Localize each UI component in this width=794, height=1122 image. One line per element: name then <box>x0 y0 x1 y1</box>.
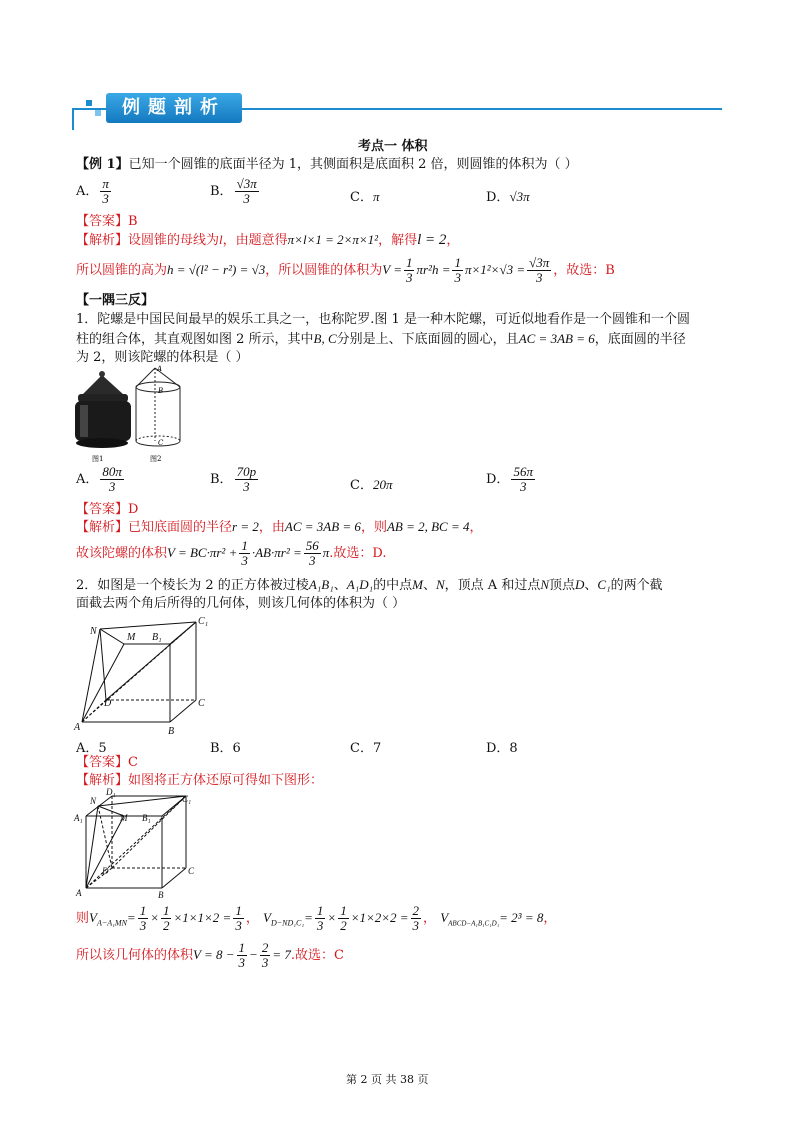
q1-line3: 为 2，则该陀螺的体积是（ ） <box>76 350 249 365</box>
q2-line2: 面截去两个角后所得的几何体，则该几何体的体积为（ ） <box>76 596 406 611</box>
q2-label-m: M <box>127 632 136 643</box>
q1-option-d: D． $\frac{56\pi}{3}$ <box>486 464 533 494</box>
q1-line1: 1．陀螺是中国民间最早的娱乐工具之一，也称陀罗.图 1 是一种木陀螺，可近似地看作是一个圆锥和一个圆 <box>76 312 690 327</box>
fig2-label-c: C <box>158 439 164 447</box>
restored-cube-hidden-edges <box>86 796 186 888</box>
example1-option-a: A． $\frac{\pi}{3}$ <box>76 176 109 206</box>
decor-square <box>95 110 101 116</box>
section-banner-title: 例题剖析 <box>122 97 226 118</box>
example1-analysis-line1: 【解析】设圆锥的母线为l，由题意得π×l×1 = 2×π×1²，解得l = 2， <box>76 232 460 248</box>
q1-line2: 柱的组合体，其直观图如图 2 所示，其中B, C分别是上、下底面圆的圆心，且AC = 3AB = 6，底面圆的半径 <box>76 331 686 347</box>
q2-label-a: A <box>74 722 81 733</box>
q2-label-c1: C₁ <box>198 616 209 627</box>
q2-label-b1: B₁ <box>152 632 162 643</box>
practice-heading: 【一隅三反】 <box>76 293 155 308</box>
example1-option-d: D．√3π <box>486 189 530 205</box>
q2-analysis-line1: 【解析】如图将正方体还原可得如下图形： <box>76 773 324 788</box>
q1-option-c: C．20π <box>350 477 393 493</box>
q2-option-a: A．5 <box>76 741 107 756</box>
section-title: 考点一 体积 <box>358 139 428 154</box>
q2-final-line: 所以该几何体的体积V = 8 − $\frac{1}{3}$ − $\frac{2}{3}$ = 7.故选：C <box>76 940 344 970</box>
q2-option-c: C．7 <box>350 741 382 756</box>
fig2-label-b: B <box>158 387 164 395</box>
spinning-top-photo <box>75 371 131 448</box>
cube-label-c: C <box>188 866 195 876</box>
cube-label-a1: A₁ <box>74 813 83 823</box>
q1-analysis-line2: 故该陀螺的体积V = BC·πr² + $\frac{1}{3}$ ·AB·πr² = $\frac{56}{3}$ π.故选：D. <box>76 538 387 568</box>
q2-option-b: B．6 <box>210 741 241 756</box>
cube-label-b1: B₁ <box>142 813 151 823</box>
q1-option-a: A． $\frac{80\pi}{3}$ <box>76 464 122 494</box>
cube-label-b: B <box>158 890 164 900</box>
fig1-caption: 图1 <box>92 455 104 463</box>
cube-label-m: M <box>120 813 128 823</box>
cube-label-a: A <box>76 888 82 898</box>
q2-figure <box>72 614 222 739</box>
q2-label-d: D <box>104 698 112 709</box>
spinning-top-diagram <box>136 368 180 446</box>
example1-question: 【例 1】已知一个圆锥的底面半径为 1，其侧面积是底面积 2 倍，则圆锥的体积为（ ） <box>76 157 578 172</box>
q1-answer: 【答案】D <box>76 502 139 517</box>
example1-answer: 【答案】B <box>76 214 138 229</box>
q2-line1: 2．如图是一个棱长为 2 的正方体被过棱A₁B₁、A₁D₁的中点M、N，顶点 A 和过点N顶点D、C₁的两个截 <box>76 577 663 593</box>
cube-label-d: D <box>102 866 109 876</box>
q2-answer: 【答案】C <box>76 755 138 770</box>
fig2-label-a: A <box>157 365 163 373</box>
fig2-caption: 图2 <box>150 455 162 463</box>
q2-option-d: D．8 <box>486 741 518 756</box>
q2-label-b: B <box>168 726 175 737</box>
q2-label-c: C <box>198 698 205 709</box>
q1-analysis-line1: 【解析】已知底面圆的半径r = 2，由AC = 3AB = 6，则AB = 2, BC = 4， <box>76 519 483 535</box>
example-tag: 【例 1】 <box>76 157 129 172</box>
cube-label-n: N <box>90 796 97 806</box>
page-number: 第 2 页 共 38 页 <box>346 1073 429 1086</box>
q2-label-n: N <box>90 626 97 637</box>
cube-label-d1: D₁ <box>106 788 116 797</box>
q2-calc-line: 则$V_{A-A_1MN}=$ $\frac{1}{3}$ × $\frac{1}{2}$ ×1×1×2 = $\frac{1}{3}$ ， $V_{D-ND_1C_1}=$ $\frac{1}{3}$ × $\frac{1}{2}$ ×1×2×2 = $\frac{2}{3}$ ， $V_{ABCD-A_1B_1C_1D_1}= 2^3 = 8$， <box>76 903 557 933</box>
q1-option-b: B． $\frac{70p}{3}$ <box>210 464 257 494</box>
example1-option-b: B． $\frac{√3\pi}{3}$ <box>210 176 257 206</box>
example1-analysis-line2: 所以圆锥的高为h = √(l² − r²) = √3，所以圆锥的体积为V = $\frac{1}{3}$ πr²h = $\frac{1}{3}$ π×1²×√3 = $\frac{√3\pi}{3}$ ，故选：B <box>76 255 615 285</box>
example1-option-c: C．π <box>350 189 380 205</box>
cube-label-c1: C₁ <box>182 794 192 804</box>
decor-square <box>86 100 92 106</box>
q2-restored-cube-figure <box>72 788 202 900</box>
q1-figures <box>70 365 190 465</box>
header-left-bracket <box>72 108 74 130</box>
